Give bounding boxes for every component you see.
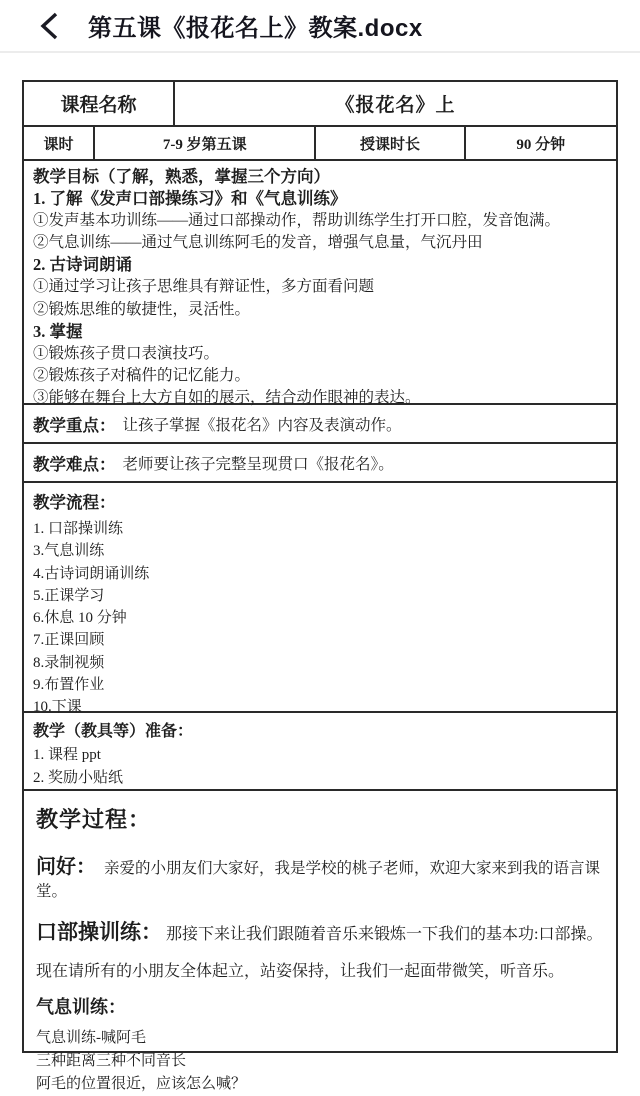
lesson-meta-row (24, 127, 616, 161)
objective-line: ①发声基本功训练——通过口部操动作，帮助训练学生打开口腔，发音饱满。 (33, 212, 561, 230)
flow-item: 8.录制视频 (33, 654, 105, 671)
teaching-preparation-section (24, 713, 616, 791)
preparation-item: 2. 奖励小贴纸 (33, 770, 124, 786)
lesson-count-value: 7-9 岁第五课 (95, 127, 316, 159)
flow-item: 5.正课学习 (33, 587, 105, 604)
difficulty-label: 教学难点： (33, 454, 116, 474)
key-point-label: 教学重点： (33, 415, 116, 435)
flow-item: 3.气息训练 (33, 543, 105, 560)
objective-line: 1. 了解《发声口部操练习》和《气息训练》 (33, 189, 347, 209)
breath-line: 阿毛的位置很近，应该怎么喊？ (36, 1076, 247, 1092)
teaching-process-section (24, 791, 616, 1096)
flow-item: 10.下课 (33, 699, 82, 716)
flow-heading: 教学流程： (33, 493, 116, 512)
objective-line: 教学目标（了解，熟悉，掌握三个方向） (33, 167, 330, 186)
flow-item: 4.古诗词朗诵训练 (33, 565, 150, 582)
preparation-list (33, 744, 607, 790)
page-title: 第五课《报花名上》教案.docx (88, 15, 423, 42)
process-heading: 教学过程： (36, 807, 152, 832)
greeting-text: 亲爱的小朋友们大家好，我是学校的桃子老师，欢迎大家来到我的语言课堂。 (36, 860, 601, 900)
course-name-value: 《报花名》上 (335, 95, 456, 116)
teaching-flow-section (24, 483, 616, 716)
teaching-difficulty-row (24, 444, 616, 483)
objective-line: ①通过学习让孩子思维具有辩证性，多方面看问题 (33, 278, 375, 296)
breath-training-lines (36, 1027, 604, 1096)
preparation-item: 1. 课程 ppt (33, 747, 101, 763)
mouth-exercise-text: 那接下来让我们跟随着音乐来锻炼一下我们的基本功:口部操。现在请所有的小朋友全体起立，站姿保持，让我们一起面带微笑，听音乐。 (36, 926, 603, 980)
duration-label: 授课时长 (316, 127, 465, 159)
teaching-objectives-section (24, 161, 616, 405)
greeting-paragraph (36, 850, 604, 901)
breath-training-label: 气息训练： (36, 997, 126, 1017)
objective-line: ②气息训练——通过气息训练阿毛的发音，增强气息量，气沉丹田 (33, 234, 483, 252)
mouth-exercise-label: 口部操训练： (36, 920, 162, 944)
duration-value: 90 分钟 (516, 136, 566, 153)
flow-list (33, 518, 607, 719)
objective-line: ③能够在舞台上大方自如的展示，结合动作眼神的表达。 (33, 388, 421, 406)
greeting-label: 问好： (36, 856, 96, 878)
objective-line: 2. 古诗词朗诵 (33, 255, 132, 275)
flow-item: 6.休息 10 分钟 (33, 610, 127, 627)
breath-line: 气息训练-喊阿毛 (36, 1030, 146, 1046)
flow-item: 1. 口部操训练 (33, 521, 124, 537)
preparation-heading: 教学（教具等）准备： (33, 723, 194, 740)
objective-line: ②锻炼孩子对稿件的记忆能力。 (33, 366, 251, 384)
mouth-exercise-paragraph (36, 914, 604, 990)
teaching-key-point-row (24, 405, 616, 444)
flow-item: 7.正课回顾 (33, 632, 105, 649)
course-name-label: 课程名称 (24, 82, 175, 125)
course-name-row (24, 82, 616, 127)
flow-item: 9.布置作业 (33, 677, 105, 694)
lesson-count-label: 课时 (24, 127, 95, 159)
back-button[interactable] (34, 9, 64, 43)
difficulty-text: 老师要让孩子完整呈现贯口《报花名》。 (122, 455, 394, 473)
objective-line: 3. 掌握 (33, 321, 83, 341)
chevron-left-icon (39, 11, 60, 41)
key-point-text: 让孩子掌握《报花名》内容及表演动作。 (122, 416, 402, 434)
breath-line: 三种距离三种不同音长 (36, 1053, 187, 1069)
document-viewer-header (0, 0, 640, 53)
objective-line: ①锻炼孩子贯口表演技巧。 (33, 344, 220, 362)
lesson-plan-document (22, 80, 618, 1092)
objective-line: ②锻炼思维的敏捷性，灵活性。 (33, 300, 251, 318)
